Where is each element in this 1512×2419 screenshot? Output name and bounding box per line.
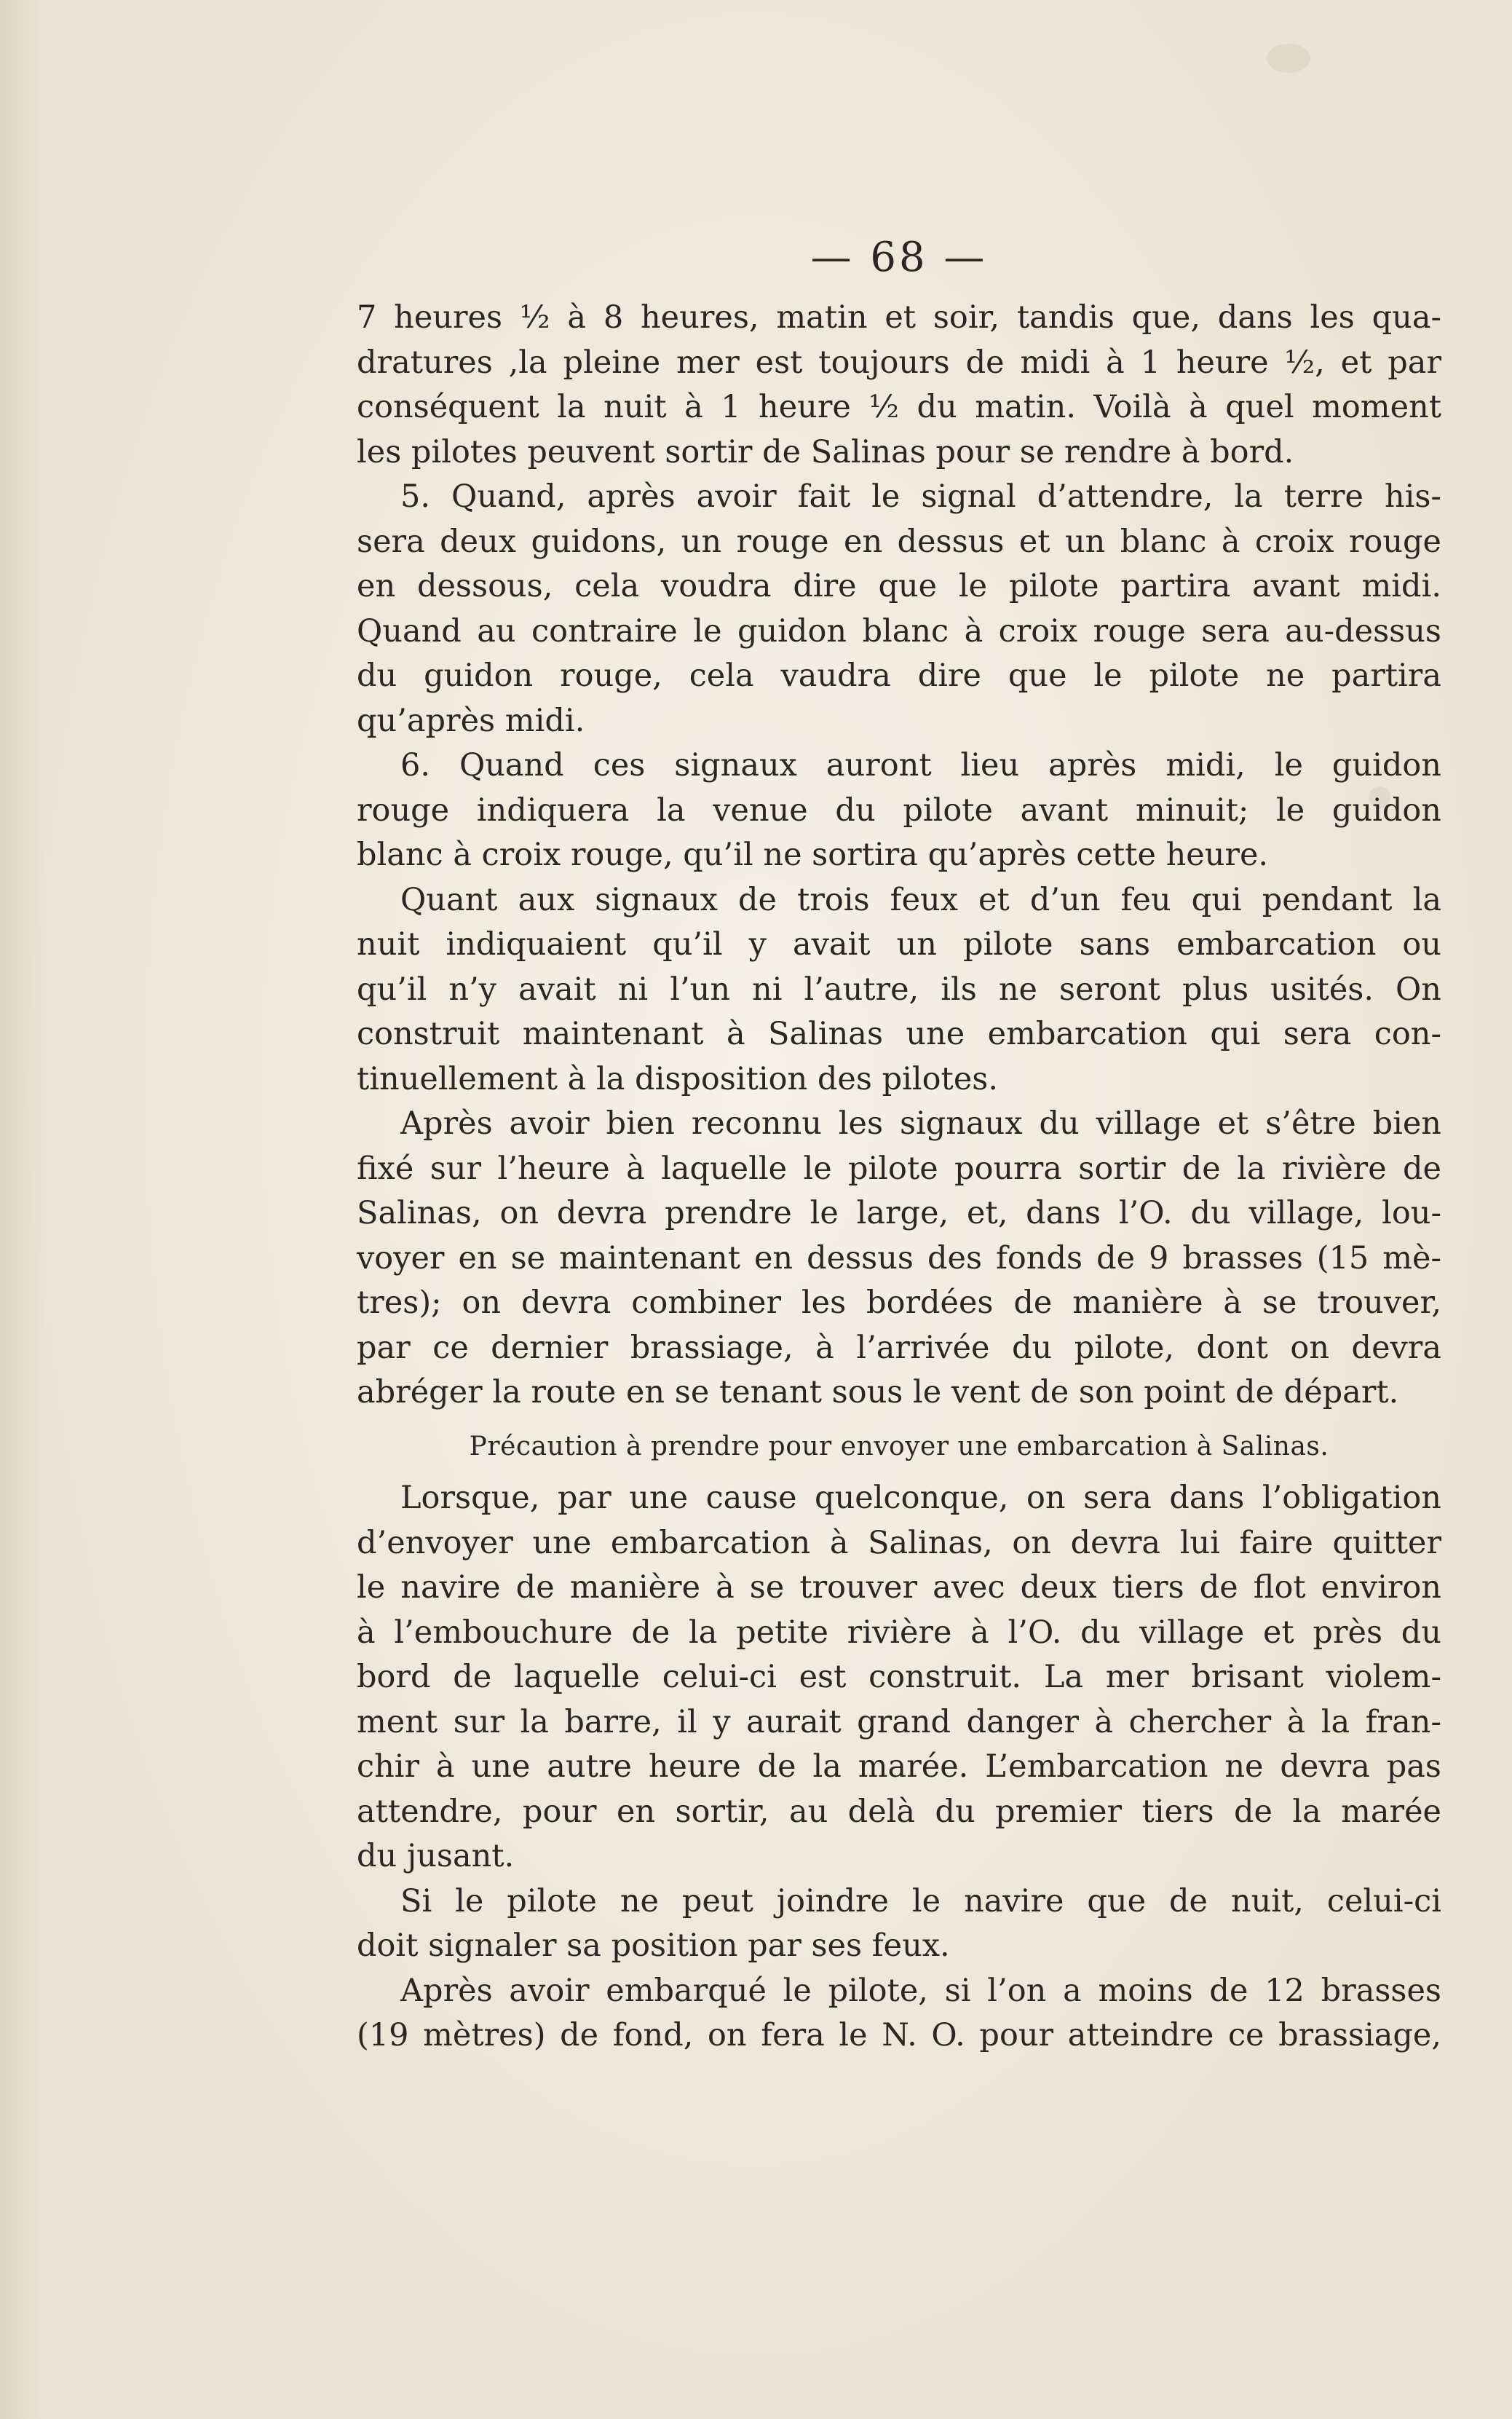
text-line: construit maintenant à Salinas une embarcation qui sera con- — [357, 1016, 1441, 1052]
paragraph-night — [357, 1879, 1441, 1969]
text-line: (19 mètres) de fond, on fera le N. O. pour atteindre ce brassiage, — [357, 2017, 1441, 2053]
text-line: par ce dernier brassiage, à l’arrivée du pilote, dont on devra — [357, 1329, 1441, 1366]
text-line: 7 heures ½ à 8 heures, matin et soir, tandis que, dans les qua- — [357, 299, 1441, 336]
text-line: abréger la route en se tenant sous le vent de son point de départ. — [357, 1374, 1399, 1410]
section-heading: Précaution à prendre pour envoyer une embarcation à Salinas. — [469, 1431, 1329, 1461]
text-line: du jusant. — [357, 1838, 515, 1874]
text-line: blanc à croix rouge, qu’il ne sortira qu’après cette heure. — [357, 837, 1269, 873]
text-line: voyer en se maintenant en dessus des fonds de 9 brasses (15 mè- — [357, 1239, 1441, 1276]
paragraph-after-pilot — [357, 1969, 1441, 2059]
text-line: Après avoir embarqué le pilote, si l’on a moins de 12 brasses — [400, 1972, 1441, 2009]
text-line: Lorsque, par une cause quelconque, on sera dans l’obligation — [400, 1480, 1441, 1516]
text-line: sera deux guidons, un rouge en dessus et un blanc à croix rouge — [357, 523, 1441, 560]
paper-stain — [1267, 44, 1310, 73]
text-line: à l’embouchure de la petite rivière à l’O. du village et près du — [357, 1614, 1441, 1651]
text-line: dratures ,la pleine mer est toujours de midi à 1 heure ½, et par — [357, 344, 1441, 381]
paragraph-boat-dispatch — [357, 1476, 1441, 1879]
paragraph-tacking — [357, 1102, 1441, 1416]
text-line: Salinas, on devra prendre le large, et, dans l’O. du village, lou- — [357, 1195, 1441, 1231]
paragraph-signal-6 — [357, 743, 1441, 878]
text-line: doit signaler sa position par ses feux. — [357, 1927, 950, 1964]
text-line: en dessous, cela voudra dire que le pilote partira avant midi. — [357, 568, 1441, 604]
text-line: ment sur la barre, il y aurait grand danger à chercher à la fran- — [357, 1703, 1441, 1740]
text-line: bord de laquelle celui-ci est construit. La mer brisant violem- — [357, 1659, 1441, 1695]
text-block — [357, 226, 1441, 2059]
text-line: du guidon rouge, cela vaudra dire que le pilote ne partira — [357, 658, 1441, 694]
text-line: qu’il n’y avait ni l’un ni l’autre, ils ne seront plus usités. On — [357, 971, 1441, 1008]
text-line: Si le pilote ne peut joindre le navire que de nuit, celui-ci — [400, 1882, 1441, 1919]
paragraph-fire-signals — [357, 878, 1441, 1102]
text-line: fixé sur l’heure à laquelle le pilote pourra sortir de la rivière de — [357, 1150, 1441, 1187]
page-number: — 68 — — [810, 234, 988, 281]
text-line: Quant aux signaux de trois feux et d’un feu qui pendant la — [400, 881, 1441, 918]
paragraph-signal-5 — [357, 475, 1441, 743]
text-line: d’envoyer une embarcation à Salinas, on devra lui faire quitter — [357, 1524, 1441, 1561]
text-line: Quand au contraire le guidon blanc à croix rouge sera au-dessus — [357, 612, 1441, 650]
text-line: chir à une autre heure de la marée. L’embarcation ne devra pas — [357, 1748, 1441, 1785]
text-line: le navire de manière à se trouver avec deux tiers de flot environ — [357, 1569, 1441, 1606]
text-line: tinuellement à la disposition des pilotes. — [357, 1060, 998, 1097]
paragraph-tides — [357, 296, 1441, 475]
text-line: Après avoir bien reconnu les signaux du village et s’être bien — [400, 1105, 1441, 1142]
text-line: nuit indiquaient qu’il y avait un pilote sans embarcation ou — [357, 926, 1441, 963]
text-line: conséquent la nuit à 1 heure ½ du matin. Voilà à quel moment — [357, 389, 1441, 425]
text-line: 6. Quand ces signaux auront lieu après midi, le guidon — [400, 747, 1441, 784]
text-line: les pilotes peuvent sortir de Salinas pour se rendre à bord. — [357, 433, 1294, 470]
text-line: qu’après midi. — [357, 702, 585, 739]
text-line: 5. Quand, après avoir fait le signal d’attendre, la terre his- — [400, 478, 1441, 515]
text-line: rouge indiquera la venue du pilote avant minuit; le guidon — [357, 792, 1441, 829]
text-line: tres); on devra combiner les bordées de manière à se trouver, — [357, 1285, 1441, 1321]
text-line: attendre, pour en sortir, au delà du premier tiers de la marée — [357, 1793, 1441, 1830]
